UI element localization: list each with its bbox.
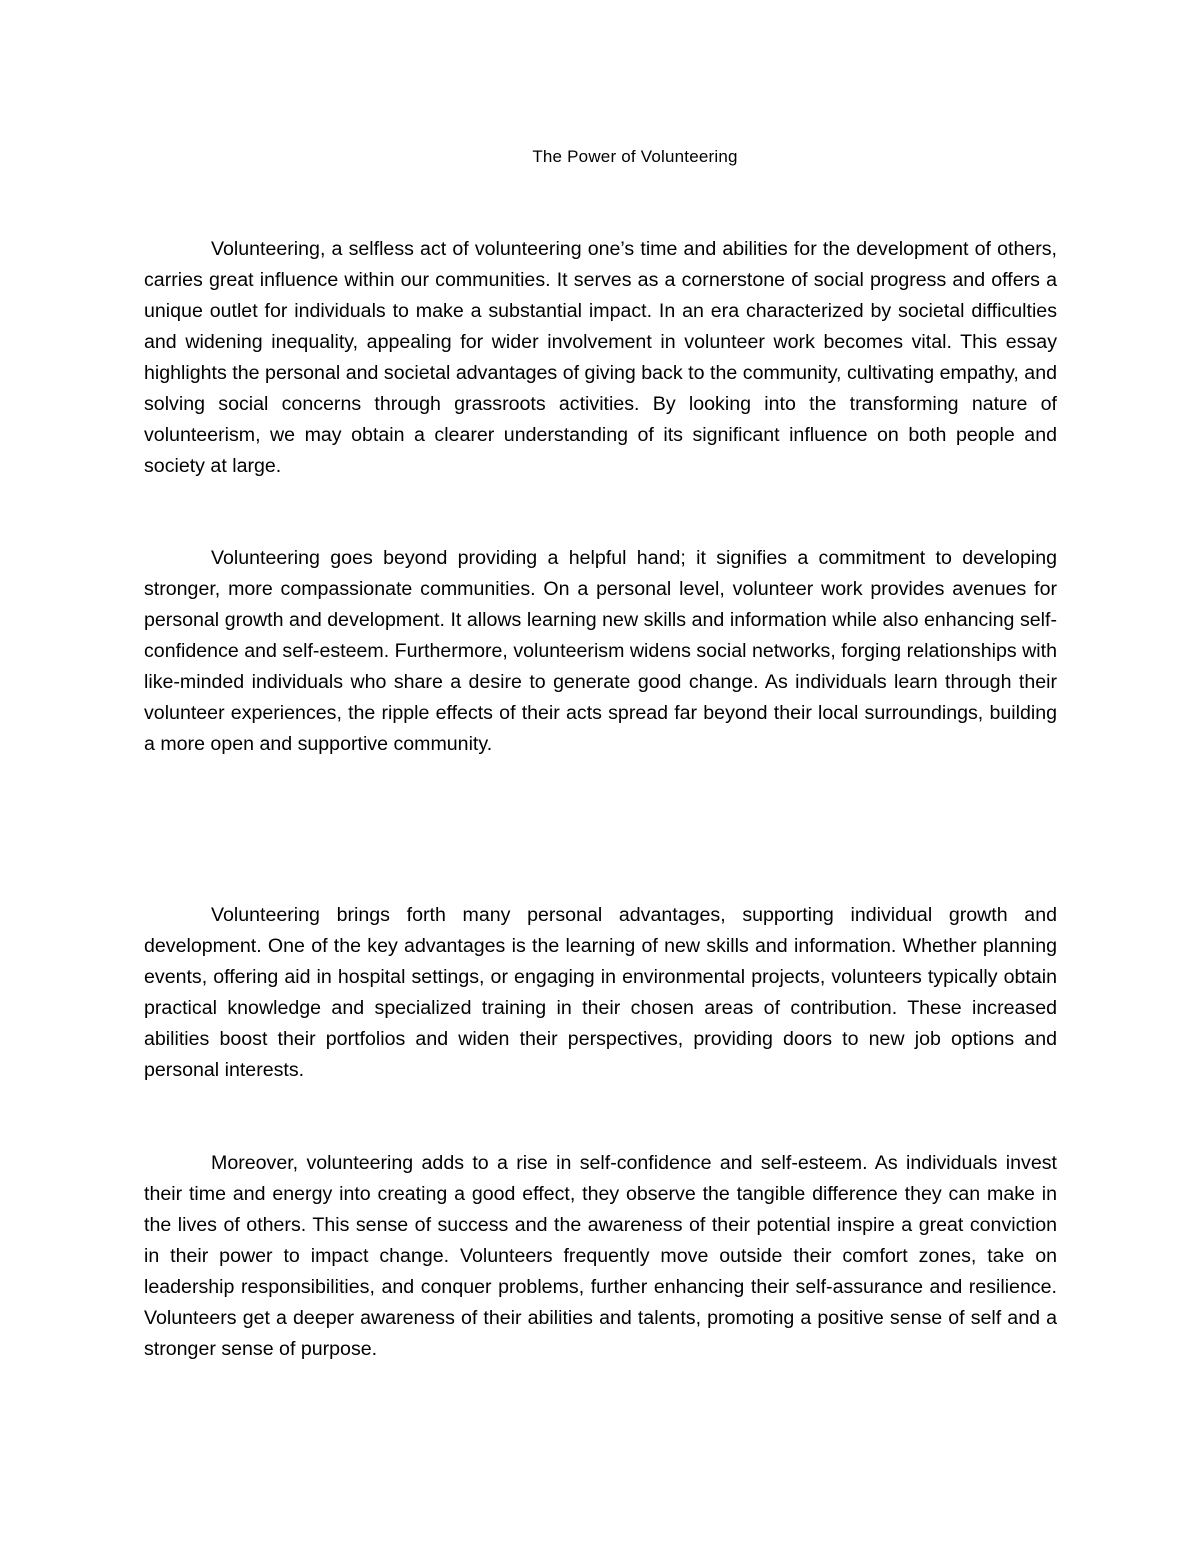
paragraph-personal-advantages: Volunteering brings forth many personal advantages, supporting individual growth and development. One of the key advantages is the learning of new skills and information. Whether planning events, offering aid in hospital settings, or engaging in environmental projects, volunteers typically obtain practical knowledge and specialized training in their chosen areas of contribution. These increased abilities boost their portfolios and widen their perspectives, providing doors to new job options and personal interests. [144, 904, 1057, 1081]
paragraph-community: Volunteering goes beyond providing a helpful hand; it signifies a commitment to developing stronger, more compassionate communities. On a personal level, volunteer work provides avenues for personal growth and development. It allows learning new skills and information while also enhancing self-confidence and self-esteem. Furthermore, volunteerism widens social networks, forging relationships with like-minded individuals who share a desire to generate good change. As individuals learn through their volunteer experiences, the ripple effects of their acts spread far beyond their local surroundings, building a more open and supportive community. [144, 547, 1057, 755]
paragraph-self-confidence: Moreover, volunteering adds to a rise in self-confidence and self-esteem. As individuals invest their time and energy into creating a good effect, they observe the tangible difference they can make in the lives of others. This sense of success and the awareness of their potential inspire a great conviction in their power to impact change. Volunteers frequently move outside their comfort zones, take on leadership responsibilities, and conquer problems, further enhancing their self-assurance and resilience. Volunteers get a deeper awareness of their abilities and talents, promoting a positive sense of self and a stronger sense of purpose. [144, 1152, 1057, 1360]
document-title: The Power of Volunteering [532, 147, 738, 166]
paragraph-introduction: Volunteering, a selfless act of volunteering one’s time and abilities for the development of others, carries great influence within our communities. It serves as a cornerstone of social progress and offers a unique outlet for individuals to make a substantial impact. In an era characterized by societal difficulties and widening inequality, appealing for wider involvement in volunteer work becomes vital. This essay highlights the personal and societal advantages of giving back to the community, cultivating empathy, and solving social concerns through grassroots activities. By looking into the transforming nature of volunteerism, we may obtain a clearer understanding of its significant influence on both people and society at large. [144, 238, 1057, 477]
